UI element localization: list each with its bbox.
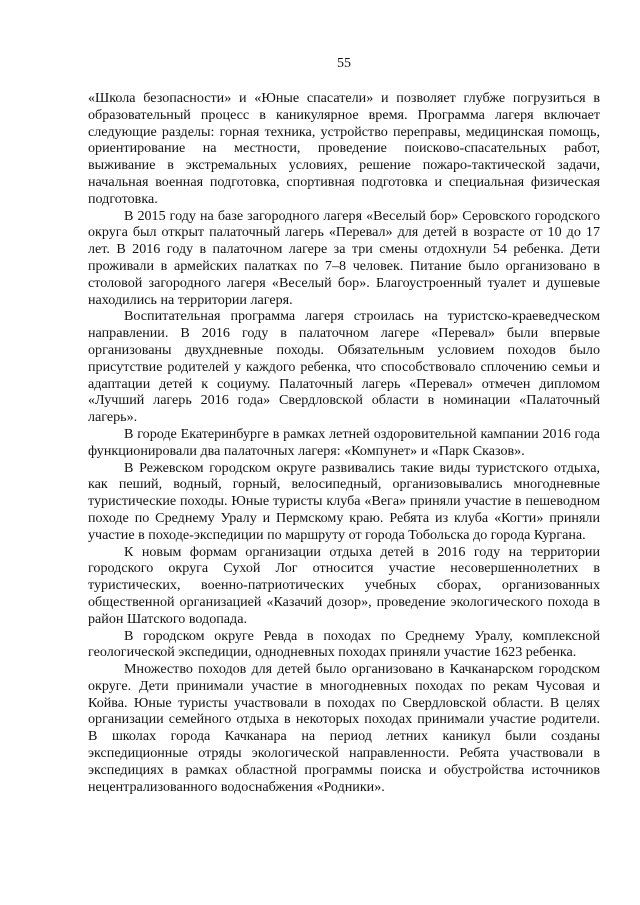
paragraph-3: Воспитательная программа лагеря строилась на туристско-краеведческом направлении. В 2016 году в палаточном лагере «Перевал» были впервые организованы двухдневные походы. Обязательным условием походов было присутствие родителей у каждого ребенка, что способствовало сплочению семьи и адаптации детей к социуму. Палаточный лагерь «Перевал» отмечен дипломом «Лучший лагерь 2016 года» Свердловской области в номинации «Палаточный лагерь». (88, 308, 600, 426)
body-text (88, 90, 600, 795)
paragraph-4: В городе Екатеринбурге в рамках летней оздоровительной кампании 2016 года функционировали два палаточных лагеря: «Компунет» и «Парк Сказов». (88, 425, 600, 459)
page-number: 55 (337, 56, 351, 71)
paragraph-7: В городском округе Ревда в походах по Среднему Уралу, комплексной геологической экспедиции, однодневных походах приняли участие 1623 ребенка. (88, 627, 600, 661)
paragraph-2: В 2015 году на базе загородного лагеря «Веселый бор» Серовского городского округа был открыт палаточный лагерь «Перевал» для детей в возрасте от 10 до 17 лет. В 2016 году в палаточном лагере за три смены отдохнули 54 ребенка. Дети проживали в армейских палатках по 7–8 человек. Питание было организовано в столовой загородного лагеря «Веселый бор». Благоустроенный туалет и душевые находились на территории лагеря. (88, 207, 600, 308)
paragraph-1: «Школа безопасности» и «Юные спасатели» и позволяет глубже погрузиться в образовательный процесс в каникулярное время. Программа лагеря включает следующие разделы: горная техника, устройство переправы, медицинская помощь, ориентирование на местности, проведение поисково-спасательных работ, выживание в экстремальных условиях, решение пожаро-тактической задачи, начальная военная подготовка, спортивная подготовка и специальная физическая подготовка. (88, 90, 600, 207)
paragraph-6: К новым формам организации отдыха детей в 2016 году на территории городского округа Сухой Лог относится участие несовершеннолетних в туристических, военно-патриотических учебных сборах, организованных общественной организацией «Казачий дозор», проведение экологического похода в район Шатского водопада. (88, 543, 600, 627)
paragraph-8: Множество походов для детей было организовано в Качканарском городском округе. Дети принимали участие в многодневных походах по рекам Чусовая и Койва. Юные туристы участвовали в походах по Свердловской области. В целях организации семейного отдыха в некоторых походах принимали участие родители. В школах города Качканара на период летних каникул были созданы экспедиционные отряды экологической направленности. Ребята участвовали в экспедициях в рамках областной программы поиска и обустройства источников нецентрализованного водоснабжения «Родники». (88, 661, 600, 795)
paragraph-5: В Режевском городском округе развивались такие виды туристского отдыха, как пеший, водный, горный, велосипедный, организовывались многодневные туристические походы. Юные туристы клуба «Вега» приняли участие в пешеводном походе по Среднему Уралу и Пермскому краю. Ребята из клуба «Когти» приняли участие в походе-экспедиции по маршруту от города Тобольска до города Кургана. (88, 459, 600, 543)
